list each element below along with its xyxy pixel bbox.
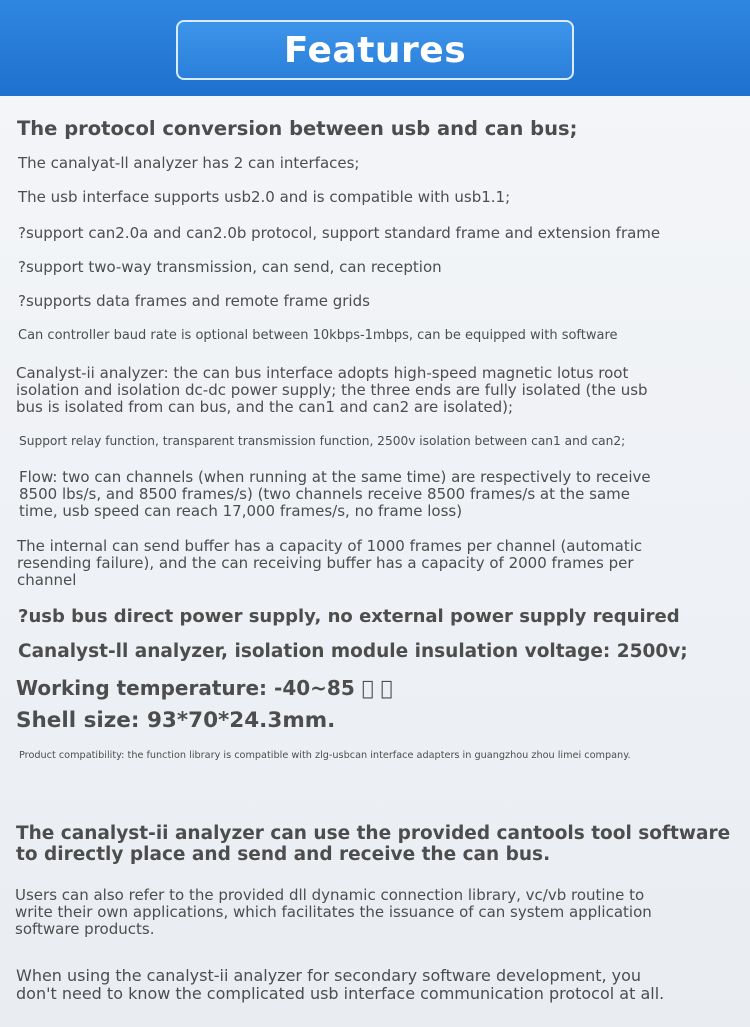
feature-can-protocol: ?support can2.0a and can2.0b protocol, support standard frame and extension frame bbox=[18, 224, 661, 242]
feature-baud-rate: Can controller baud rate is optional between 10kbps-1mbps, can be equipped with software bbox=[18, 328, 618, 343]
feature-power-supply: ?usb bus direct power supply, no external power supply required bbox=[18, 606, 680, 627]
page-title: Features bbox=[176, 20, 574, 80]
feature-isolation: Canalyst-ii analyzer: the can bus interface adopts high-speed magnetic lotus root isolation and isolation dc-dc power supply; the three ends are fully isolated (the usb bus is isolated from can bus, and the can1 and can2 are isolated); bbox=[16, 364, 648, 416]
feature-usb-interface: The usb interface supports usb2.0 and is compatible with usb1.1; bbox=[18, 188, 511, 206]
feature-compatibility: Product compatibility: the function library is compatible with zlg-usbcan interface adapters in guangzhou zhou limei company. bbox=[19, 750, 631, 761]
note-dll-library: Users can also refer to the provided dll dynamic connection library, vc/vb routine to write their own applications, which facilitates the issuance of can system application software products. bbox=[15, 886, 652, 939]
feature-working-temperature: Working temperature: -40~85 ￿ ￿ bbox=[16, 676, 393, 700]
note-secondary-development: When using the canalyst-ii analyzer for secondary software development, you don't need to know the complicated usb interface communication protocol at all. bbox=[16, 966, 665, 1004]
feature-shell-size: Shell size: 93*70*24.3mm. bbox=[16, 708, 336, 733]
feature-relay: Support relay function, transparent transmission function, 2500v isolation between can1 and can2; bbox=[19, 434, 626, 448]
feature-data-frames: ?supports data frames and remote frame grids bbox=[18, 292, 370, 310]
feature-flow: Flow: two can channels (when running at the same time) are respectively to receive 8500 lbs/s, and 8500 frames/s) (two channels receive 8500 frames/s at the same time, usb speed can reach 17,000 frames/s, no frame loss) bbox=[19, 468, 651, 520]
feature-buffer: The internal can send buffer has a capacity of 1000 frames per channel (automatic resending failure), and the can receiving buffer has a capacity of 2000 frames per channel bbox=[17, 537, 643, 589]
header-banner bbox=[0, 0, 750, 96]
feature-protocol-conversion: The protocol conversion between usb and can bus; bbox=[17, 117, 578, 140]
feature-can-interfaces: The canalyat-ll analyzer has 2 can interfaces; bbox=[18, 154, 360, 172]
feature-insulation-voltage: Canalyst-ll analyzer, isolation module insulation voltage: 2500v; bbox=[18, 641, 688, 662]
note-cantools: The canalyst-ii analyzer can use the provided cantools tool software to directly place and send and receive the can bus. bbox=[16, 823, 731, 866]
feature-two-way: ?support two-way transmission, can send, can reception bbox=[18, 258, 442, 276]
